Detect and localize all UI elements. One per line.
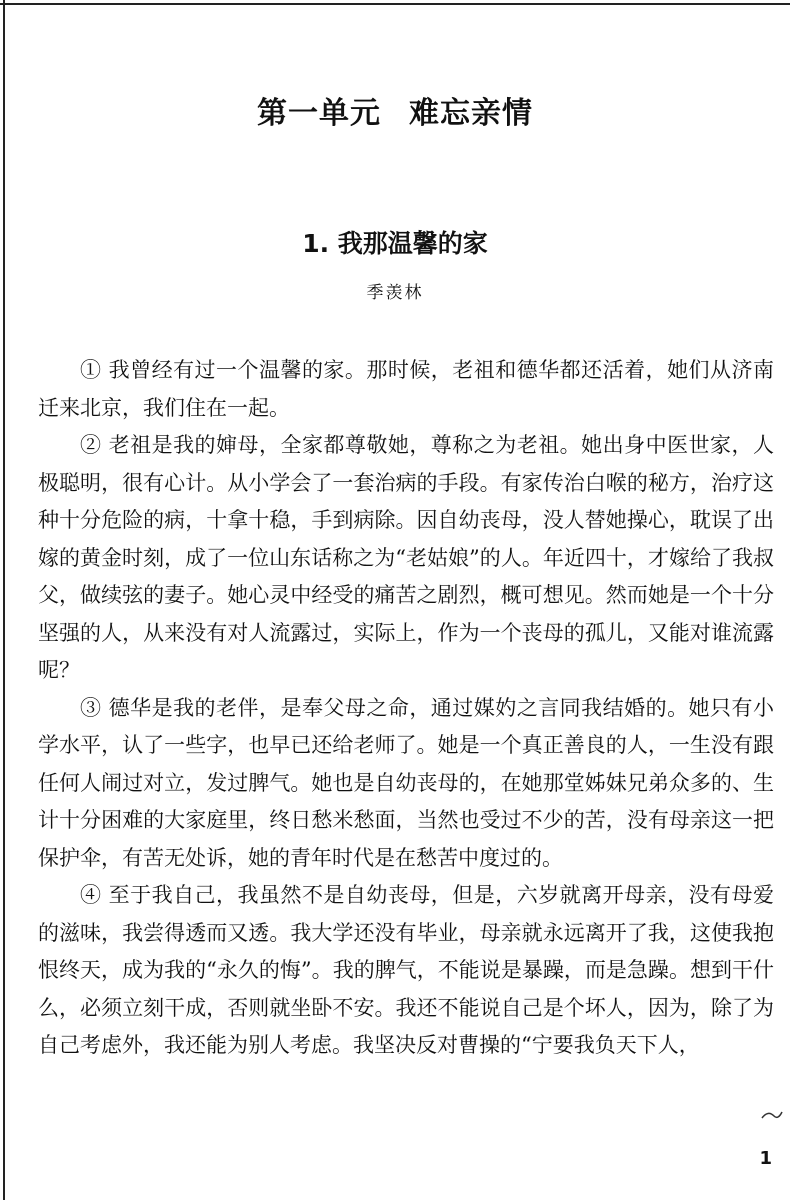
unit-number: 第一单元 <box>257 96 381 131</box>
article-author: 季羡林 <box>366 283 424 303</box>
article-title: 1. 我那温馨的家 <box>302 229 488 258</box>
paragraph-2: ② 老祖是我的婶母，全家都尊敬她，尊称之为老祖。她出身中医世家，人极聪明，很有心计。从小学会了一套治病的手段。有家传治白喉的秘方，治疗这种十分危险的病，十拿十稳，手到病除。因自幼丧母，没人替她操心，耽误了出嫁的黄金时刻，成了一位山东话称之为“老姑娘”的人。年近四十，才嫁给了我叔父，做续弦的妻子。她心灵中经受的痛苦之剧烈，概可想见。然而她是一个十分坚强的人，从来没有对人流露过，实际上，作为一个丧母的孤儿，又能对谁流露呢？ <box>38 433 774 682</box>
page-corner-ornament <box>760 1108 784 1122</box>
page-border-top <box>0 3 790 5</box>
page-number: 1 <box>759 1148 772 1169</box>
paragraph-4: ④ 至于我自己，我虽然不是自幼丧母，但是，六岁就离开母亲，没有母爱的滋味，我尝得透而又透。我大学还没有毕业，母亲就永远离开了我，这使我抱恨终天，成为我的“永久的悔”。我的脾气，不能说是暴躁，而是急躁。想到干什么，必须立刻干成，否则就坐卧不安。我还不能说自己是个坏人，因为，除了为自己考虑外，我还能为别人考虑。我坚决反对曹操的“宁要我负天下人， <box>38 883 774 1057</box>
article-body <box>38 352 774 1065</box>
page-border-left <box>3 0 5 1200</box>
unit-name: 难忘亲情 <box>409 96 533 131</box>
paragraph-1: ① 我曾经有过一个温馨的家。那时候，老祖和德华都还活着，她们从济南迁来北京，我们住在一起。 <box>38 358 774 420</box>
unit-heading <box>0 88 790 132</box>
paragraph-3: ③ 德华是我的老伴，是奉父母之命，通过媒妁之言同我结婚的。她只有小学水平，认了一些字，也早已还给老师了。她是一个真正善良的人，一生没有跟任何人闹过对立，发过脾气。她也是自幼丧母的，在她那堂姊妹兄弟众多的、生计十分困难的大家庭里，终日愁米愁面，当然也受过不少的苦，没有母亲这一把保护伞，有苦无处诉，她的青年时代是在愁苦中度过的。 <box>38 695 774 870</box>
